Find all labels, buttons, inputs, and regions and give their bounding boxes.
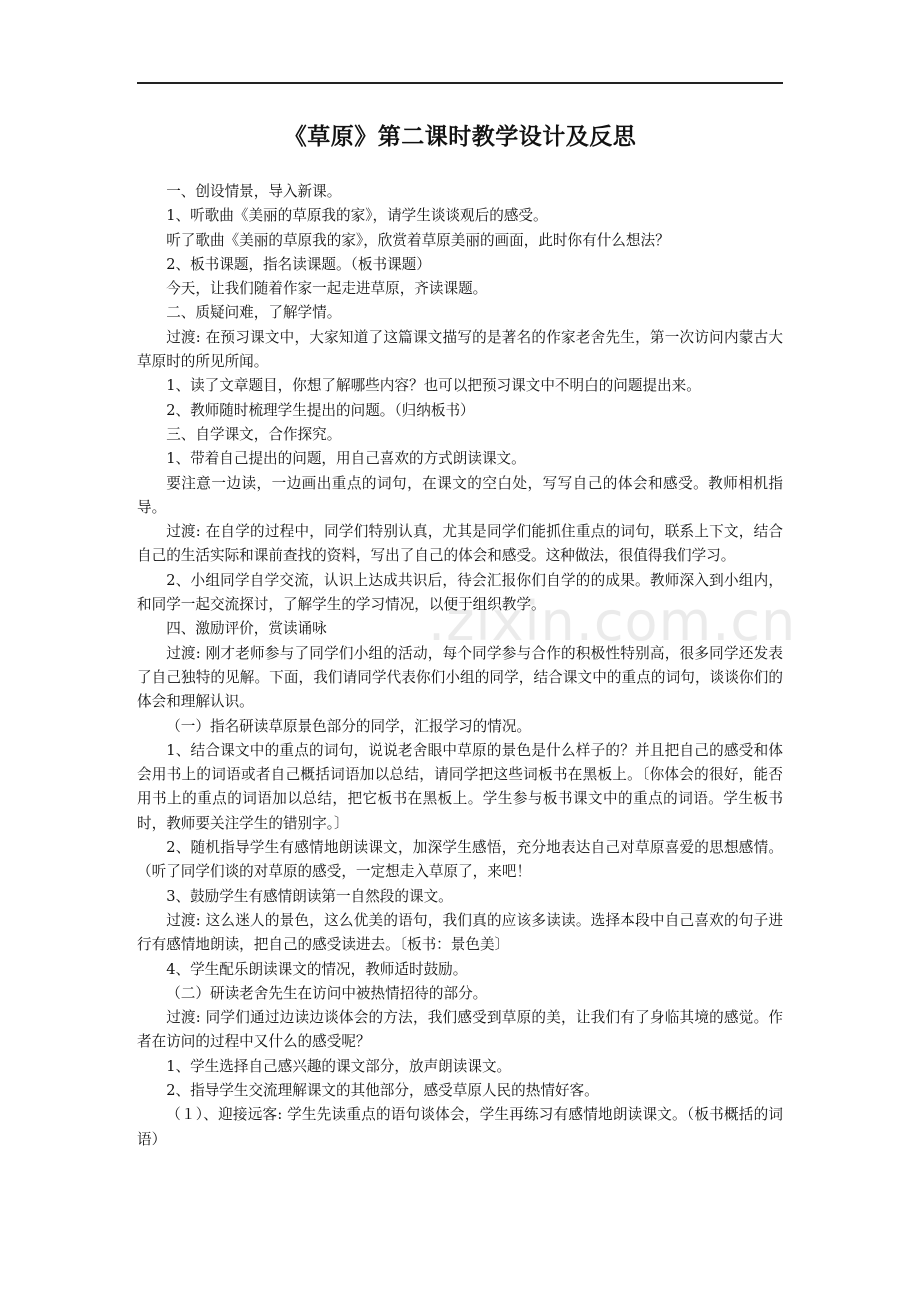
paragraph: 过渡: 这么迷人的景色，这么优美的语句，我们真的应该多读读。选择本段中自己喜欢的句子进行有感情地朗读，把自己的感受读进去。〔板书：景色美〕 bbox=[137, 911, 783, 954]
paragraph: 过渡: 同学们通过边读边谈体会的方法，我们感受到草原的美，让我们有了身临其境的感觉。作者在访问的过程中又什么的感受呢？ bbox=[137, 1009, 783, 1051]
header-rule bbox=[137, 82, 783, 84]
document-title: 《草原》第二课时教学设计及反思 bbox=[283, 123, 637, 150]
paragraph: 今天，让我们随着作家一起走进草原，齐读课题。 bbox=[166, 280, 488, 298]
paragraph: 4、学生配乐朗读课文的情况，教师适时鼓励。 bbox=[166, 960, 468, 978]
paragraph: 1、带着自己提出的问题，用自己喜欢的方式朗读课文。 bbox=[166, 450, 526, 468]
paragraph: 过渡: 在自学的过程中，同学们特别认真，尤其是同学们能抓住重点的词句，联系上下文，结合自己的生活实际和课前查找的资料，写出了自己的体会和感受。这种做法，很值得我们学习。 bbox=[137, 523, 783, 565]
paragraph: 要注意一边读，一边画出重点的词句，在课文的空白处，写写自己的体会和感受。教师相机指导。 bbox=[137, 474, 783, 516]
document-body bbox=[137, 180, 797, 1152]
paragraph: （１）、迎接远客: 学生先读重点的语句谈体会，学生再练习有感情地朗读课文。（板书概括的词语） bbox=[137, 1106, 783, 1148]
paragraph: 2、指导学生交流理解课文的其他部分，感受草原人民的热情好客。 bbox=[166, 1081, 599, 1099]
paragraph: 1、听歌曲《美丽的草原我的家》，请学生谈谈观后的感受。 bbox=[166, 207, 548, 225]
paragraph: 听了歌曲《美丽的草原我的家》，欣赏着草原美丽的画面，此时你有什么想法？ bbox=[166, 231, 670, 249]
paragraph: 2、随机指导学生有感情地朗读课文，加深学生感悟，充分地表达自己对草原喜爱的思想感情。（听了同学们谈的对草原的感受，一定想走入草原了，来吧！ bbox=[137, 839, 783, 881]
paragraph: 二、质疑问难，了解学情。 bbox=[166, 304, 342, 322]
paragraph: 一、创设情景，导入新课。 bbox=[166, 183, 342, 200]
paragraph: （二）研读老舍先生在访问中被热情招待的部分。 bbox=[166, 984, 488, 1002]
paragraph: 1、读了文章题目，你想了解哪些内容？也可以把预习课文中不明白的问题提出来。 bbox=[166, 377, 701, 395]
paragraph: 过渡: 在预习课文中，大家知道了这篇课文描写的是著名的作家老舍先生，第一次访问内蒙古大草原时的所见所闻。 bbox=[137, 328, 783, 371]
paragraph: 3、鼓励学生有感情朗读第一自然段的课文。 bbox=[166, 887, 453, 905]
paragraph: 1、学生选择自己感兴趣的课文部分，放声朗读课文。 bbox=[166, 1057, 512, 1075]
paragraph: 2、小组同学自学交流，认识上达成共识后，待会汇报你们自学的的成果。教师深入到小组内，和同学一起交流探讨，了解学生的学习情况，以便于组织教学。 bbox=[137, 571, 783, 614]
paragraph: 四、激励评价，赏读诵咏 bbox=[166, 620, 327, 638]
paragraph: 1、结合课文中的重点的词句，说说老舍眼中草原的景色是什么样子的？并且把自己的感受和体会用书上的词语或者自己概括词语加以总结，请同学把这些词板书在黑板上。〔你体会的很好，能否用书上的重点的词语加以总结，把它板书在黑板上。学生参与板书课文中的重点的词语。学生板书时，教师要关注学生的错别字。〕 bbox=[137, 741, 783, 832]
watermark: .zixin.com.cn bbox=[428, 590, 797, 653]
paragraph: 三、自学课文，合作探究。 bbox=[166, 425, 342, 443]
paragraph: 2、板书课题，指名读课题。（板书课题） bbox=[166, 255, 431, 273]
paragraph: （一）指名研读草原景色部分的同学，汇报学习的情况。 bbox=[166, 717, 532, 735]
paragraph: 2、教师随时梳理学生提出的问题。（归纳板书） bbox=[166, 401, 475, 419]
paragraph: 过渡: 刚才老师参与了同学们小组的活动，每个同学参与合作的积极性特别高，很多同学还发表了自己独特的见解。下面，我们请同学代表你们小组的同学，结合课文中的重点的词句，谈谈你们的体会和理解认识。 bbox=[137, 644, 783, 711]
